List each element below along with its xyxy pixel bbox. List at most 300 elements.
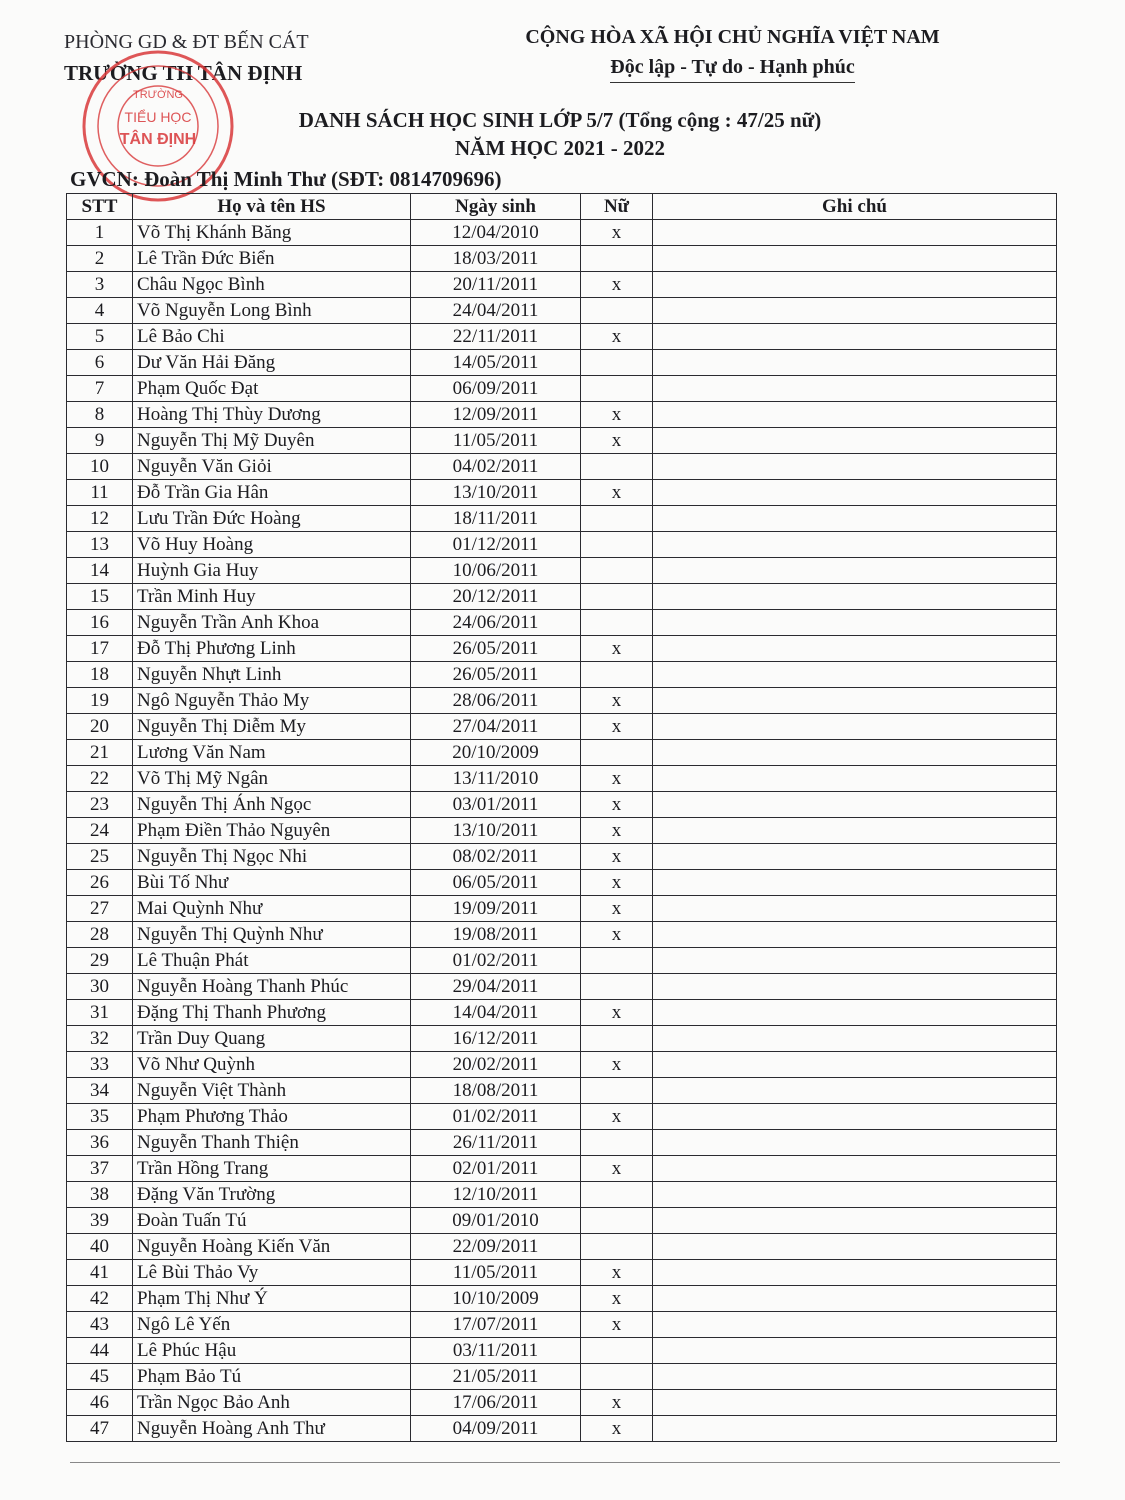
cell-note (653, 584, 1057, 610)
table-row (67, 246, 1057, 272)
cell-note (653, 610, 1057, 636)
cell-dob: 09/01/2010 (411, 1208, 581, 1234)
table-row (67, 1078, 1057, 1104)
cell-female: x (581, 480, 653, 506)
cell-stt: 42 (67, 1286, 133, 1312)
cell-note (653, 1260, 1057, 1286)
cell-note (653, 974, 1057, 1000)
cell-dob: 26/05/2011 (411, 662, 581, 688)
table-row (67, 376, 1057, 402)
cell-dob: 20/10/2009 (411, 740, 581, 766)
cell-stt: 43 (67, 1312, 133, 1338)
cell-stt: 38 (67, 1182, 133, 1208)
cell-stt: 36 (67, 1130, 133, 1156)
cell-note (653, 948, 1057, 974)
cell-stt: 24 (67, 818, 133, 844)
cell-note (653, 740, 1057, 766)
table-row (67, 1156, 1057, 1182)
cell-female: x (581, 1390, 653, 1416)
cell-dob: 17/07/2011 (411, 1312, 581, 1338)
table-row (67, 1104, 1057, 1130)
cell-female (581, 1182, 653, 1208)
cell-stt: 19 (67, 688, 133, 714)
cell-note (653, 1208, 1057, 1234)
table-row (67, 298, 1057, 324)
table-row (67, 714, 1057, 740)
cell-dob: 03/11/2011 (411, 1338, 581, 1364)
cell-female (581, 662, 653, 688)
cell-stt: 3 (67, 272, 133, 298)
cell-dob: 29/04/2011 (411, 974, 581, 1000)
school-year: NĂM HỌC 2021 - 2022 (455, 136, 665, 160)
document-title: DANH SÁCH HỌC SINH LỚP 5/7 (Tổng cộng : 47/25 nữ) (298, 108, 822, 132)
cell-note (653, 1078, 1057, 1104)
document-title-block (230, 106, 890, 162)
cell-name: Võ Thị Khánh Băng (133, 220, 411, 246)
cell-stt: 33 (67, 1052, 133, 1078)
cell-stt: 1 (67, 220, 133, 246)
cell-female: x (581, 1260, 653, 1286)
cell-stt: 17 (67, 636, 133, 662)
cell-name: Nguyễn Thị Ánh Ngọc (133, 792, 411, 818)
table-row (67, 1390, 1057, 1416)
cell-dob: 11/05/2011 (411, 1260, 581, 1286)
student-roster-table (66, 193, 1057, 1442)
page-bottom-rule (70, 1462, 1060, 1463)
cell-female: x (581, 1312, 653, 1338)
cell-name: Nguyễn Thị Ngọc Nhi (133, 844, 411, 870)
cell-dob: 22/11/2011 (411, 324, 581, 350)
table-row (67, 844, 1057, 870)
department-name: PHÒNG GD & ĐT BẾN CÁT (64, 31, 309, 53)
cell-dob: 20/11/2011 (411, 272, 581, 298)
cell-name: Dư Văn Hải Đăng (133, 350, 411, 376)
cell-female (581, 246, 653, 272)
cell-stt: 23 (67, 792, 133, 818)
cell-stt: 16 (67, 610, 133, 636)
cell-dob: 24/06/2011 (411, 610, 581, 636)
cell-female (581, 584, 653, 610)
cell-dob: 28/06/2011 (411, 688, 581, 714)
cell-name: Trần Hồng Trang (133, 1156, 411, 1182)
cell-dob: 06/05/2011 (411, 870, 581, 896)
cell-dob: 13/11/2010 (411, 766, 581, 792)
cell-dob: 12/09/2011 (411, 402, 581, 428)
table-header-row (67, 194, 1057, 220)
cell-stt: 21 (67, 740, 133, 766)
cell-female: x (581, 428, 653, 454)
cell-name: Lê Phúc Hậu (133, 1338, 411, 1364)
cell-name: Nguyễn Văn Giỏi (133, 454, 411, 480)
cell-stt: 39 (67, 1208, 133, 1234)
cell-name: Nguyễn Việt Thành (133, 1078, 411, 1104)
cell-name: Đỗ Thị Phương Linh (133, 636, 411, 662)
cell-female: x (581, 1286, 653, 1312)
cell-stt: 41 (67, 1260, 133, 1286)
cell-dob: 26/11/2011 (411, 1130, 581, 1156)
cell-stt: 28 (67, 922, 133, 948)
cell-dob: 01/12/2011 (411, 532, 581, 558)
cell-female (581, 1364, 653, 1390)
cell-dob: 01/02/2011 (411, 948, 581, 974)
cell-note (653, 220, 1057, 246)
cell-name: Nguyễn Thị Mỹ Duyên (133, 428, 411, 454)
cell-dob: 13/10/2011 (411, 818, 581, 844)
cell-dob: 12/10/2011 (411, 1182, 581, 1208)
cell-note (653, 428, 1057, 454)
cell-note (653, 1156, 1057, 1182)
cell-female (581, 532, 653, 558)
table-row (67, 1000, 1057, 1026)
cell-name: Nguyễn Thanh Thiện (133, 1130, 411, 1156)
cell-note (653, 1338, 1057, 1364)
cell-name: Trần Duy Quang (133, 1026, 411, 1052)
cell-female (581, 1338, 653, 1364)
cell-female: x (581, 922, 653, 948)
table-row (67, 688, 1057, 714)
cell-dob: 12/04/2010 (411, 220, 581, 246)
table-row (67, 1234, 1057, 1260)
cell-note (653, 766, 1057, 792)
table-row (67, 1026, 1057, 1052)
cell-name: Võ Nguyễn Long Bình (133, 298, 411, 324)
cell-note (653, 532, 1057, 558)
cell-female: x (581, 766, 653, 792)
cell-name: Châu Ngọc Bình (133, 272, 411, 298)
cell-name: Nguyễn Nhựt Linh (133, 662, 411, 688)
table-row (67, 922, 1057, 948)
cell-note (653, 1286, 1057, 1312)
cell-dob: 06/09/2011 (411, 376, 581, 402)
cell-female (581, 1130, 653, 1156)
cell-name: Phạm Thị Như Ý (133, 1286, 411, 1312)
cell-female: x (581, 870, 653, 896)
table-row (67, 350, 1057, 376)
table-row (67, 1416, 1057, 1442)
stamp-line-3: TÂN ĐỊNH (119, 131, 197, 148)
cell-dob: 08/02/2011 (411, 844, 581, 870)
cell-note (653, 1416, 1057, 1442)
cell-note (653, 1104, 1057, 1130)
table-row (67, 584, 1057, 610)
cell-dob: 20/02/2011 (411, 1052, 581, 1078)
cell-name: Lê Trần Đức Biển (133, 246, 411, 272)
table-row (67, 740, 1057, 766)
cell-stt: 25 (67, 844, 133, 870)
table-row (67, 1312, 1057, 1338)
cell-name: Nguyễn Hoàng Thanh Phúc (133, 974, 411, 1000)
cell-dob: 01/02/2011 (411, 1104, 581, 1130)
table-row (67, 220, 1057, 246)
table-row (67, 896, 1057, 922)
cell-note (653, 1182, 1057, 1208)
column-header-note: Ghi chú (653, 194, 1057, 220)
cell-female: x (581, 220, 653, 246)
cell-stt: 20 (67, 714, 133, 740)
cell-stt: 32 (67, 1026, 133, 1052)
cell-note (653, 662, 1057, 688)
cell-dob: 11/05/2011 (411, 428, 581, 454)
cell-stt: 47 (67, 1416, 133, 1442)
cell-name: Mai Quỳnh Như (133, 896, 411, 922)
table-row (67, 324, 1057, 350)
cell-female: x (581, 818, 653, 844)
cell-note (653, 506, 1057, 532)
cell-female: x (581, 1156, 653, 1182)
cell-name: Võ Như Quỳnh (133, 1052, 411, 1078)
cell-stt: 26 (67, 870, 133, 896)
cell-female (581, 974, 653, 1000)
cell-dob: 02/01/2011 (411, 1156, 581, 1182)
cell-note (653, 1052, 1057, 1078)
cell-dob: 26/05/2011 (411, 636, 581, 662)
table-row (67, 454, 1057, 480)
table-row (67, 818, 1057, 844)
cell-stt: 46 (67, 1390, 133, 1416)
cell-name: Lương Văn Nam (133, 740, 411, 766)
roster-body (67, 220, 1057, 1442)
cell-note (653, 1026, 1057, 1052)
cell-name: Phạm Phương Thảo (133, 1104, 411, 1130)
cell-stt: 29 (67, 948, 133, 974)
cell-female (581, 1026, 653, 1052)
national-header (505, 24, 960, 83)
table-row (67, 974, 1057, 1000)
table-row (67, 610, 1057, 636)
cell-female: x (581, 1104, 653, 1130)
cell-dob: 10/10/2009 (411, 1286, 581, 1312)
cell-female (581, 740, 653, 766)
cell-note (653, 818, 1057, 844)
table-row (67, 1208, 1057, 1234)
table-row (67, 1364, 1057, 1390)
cell-name: Nguyễn Thị Diễm My (133, 714, 411, 740)
cell-female: x (581, 844, 653, 870)
cell-stt: 5 (67, 324, 133, 350)
cell-note (653, 298, 1057, 324)
cell-dob: 27/04/2011 (411, 714, 581, 740)
cell-name: Phạm Điền Thảo Nguyên (133, 818, 411, 844)
cell-stt: 18 (67, 662, 133, 688)
cell-female: x (581, 1052, 653, 1078)
cell-name: Đỗ Trần Gia Hân (133, 480, 411, 506)
cell-name: Lê Thuận Phát (133, 948, 411, 974)
table-row (67, 636, 1057, 662)
cell-name: Đặng Văn Trường (133, 1182, 411, 1208)
cell-note (653, 246, 1057, 272)
cell-female (581, 558, 653, 584)
cell-stt: 31 (67, 1000, 133, 1026)
cell-stt: 34 (67, 1078, 133, 1104)
cell-female: x (581, 1416, 653, 1442)
cell-female (581, 298, 653, 324)
cell-stt: 30 (67, 974, 133, 1000)
cell-stt: 35 (67, 1104, 133, 1130)
cell-note (653, 792, 1057, 818)
national-motto: Độc lập - Tự do - Hạnh phúc (610, 54, 854, 83)
column-header-name: Họ và tên HS (133, 194, 411, 220)
cell-dob: 18/08/2011 (411, 1078, 581, 1104)
cell-note (653, 714, 1057, 740)
cell-stt: 15 (67, 584, 133, 610)
cell-stt: 22 (67, 766, 133, 792)
cell-note (653, 1234, 1057, 1260)
cell-stt: 44 (67, 1338, 133, 1364)
cell-dob: 14/04/2011 (411, 1000, 581, 1026)
cell-dob: 21/05/2011 (411, 1364, 581, 1390)
cell-dob: 19/08/2011 (411, 922, 581, 948)
table-row (67, 1338, 1057, 1364)
cell-dob: 22/09/2011 (411, 1234, 581, 1260)
cell-note (653, 454, 1057, 480)
cell-name: Võ Thị Mỹ Ngân (133, 766, 411, 792)
table-row (67, 792, 1057, 818)
cell-female (581, 376, 653, 402)
cell-note (653, 1130, 1057, 1156)
cell-name: Bùi Tố Như (133, 870, 411, 896)
cell-dob: 19/09/2011 (411, 896, 581, 922)
cell-dob: 10/06/2011 (411, 558, 581, 584)
stamp-line-1: TRƯỜNG (133, 89, 183, 101)
column-header-stt: STT (67, 194, 133, 220)
cell-female: x (581, 272, 653, 298)
cell-female: x (581, 324, 653, 350)
cell-note (653, 402, 1057, 428)
cell-stt: 40 (67, 1234, 133, 1260)
nation-title: CỘNG HÒA XÃ HỘI CHỦ NGHĨA VIỆT NAM (525, 26, 940, 48)
table-row (67, 532, 1057, 558)
cell-stt: 45 (67, 1364, 133, 1390)
cell-stt: 2 (67, 246, 133, 272)
cell-note (653, 688, 1057, 714)
cell-female (581, 948, 653, 974)
cell-name: Hoàng Thị Thùy Dương (133, 402, 411, 428)
cell-note (653, 896, 1057, 922)
table-row (67, 1286, 1057, 1312)
cell-stt: 14 (67, 558, 133, 584)
cell-dob: 14/05/2011 (411, 350, 581, 376)
table-row (67, 766, 1057, 792)
cell-female: x (581, 714, 653, 740)
cell-name: Nguyễn Trần Anh Khoa (133, 610, 411, 636)
cell-dob: 24/04/2011 (411, 298, 581, 324)
cell-note (653, 870, 1057, 896)
cell-note (653, 558, 1057, 584)
cell-female: x (581, 1000, 653, 1026)
cell-name: Nguyễn Hoàng Kiến Văn (133, 1234, 411, 1260)
table-row (67, 558, 1057, 584)
cell-name: Nguyễn Thị Quỳnh Như (133, 922, 411, 948)
stamp-line-2: TIỂU HỌC (124, 109, 192, 125)
cell-stt: 13 (67, 532, 133, 558)
table-row (67, 272, 1057, 298)
homeroom-teacher: GVCN: Đoàn Thị Minh Thư (SĐT: 0814709696) (70, 167, 502, 191)
column-header-dob: Ngày sinh (411, 194, 581, 220)
cell-dob: 13/10/2011 (411, 480, 581, 506)
cell-name: Trần Minh Huy (133, 584, 411, 610)
cell-name: Võ Huy Hoàng (133, 532, 411, 558)
cell-stt: 27 (67, 896, 133, 922)
cell-name: Phạm Quốc Đạt (133, 376, 411, 402)
cell-name: Trần Ngọc Bảo Anh (133, 1390, 411, 1416)
table-row (67, 1130, 1057, 1156)
cell-name: Lê Bùi Thảo Vy (133, 1260, 411, 1286)
cell-dob: 18/03/2011 (411, 246, 581, 272)
cell-female (581, 454, 653, 480)
cell-dob: 04/09/2011 (411, 1416, 581, 1442)
cell-note (653, 376, 1057, 402)
cell-note (653, 480, 1057, 506)
cell-female: x (581, 636, 653, 662)
table-row (67, 1182, 1057, 1208)
table-row (67, 480, 1057, 506)
cell-stt: 6 (67, 350, 133, 376)
cell-dob: 16/12/2011 (411, 1026, 581, 1052)
table-row (67, 948, 1057, 974)
cell-name: Ngô Nguyễn Thảo My (133, 688, 411, 714)
cell-note (653, 272, 1057, 298)
cell-female (581, 610, 653, 636)
cell-note (653, 1364, 1057, 1390)
cell-female: x (581, 896, 653, 922)
table-row (67, 506, 1057, 532)
cell-female (581, 506, 653, 532)
cell-female (581, 1078, 653, 1104)
cell-female (581, 1208, 653, 1234)
cell-note (653, 1000, 1057, 1026)
cell-stt: 12 (67, 506, 133, 532)
cell-note (653, 1390, 1057, 1416)
cell-note (653, 324, 1057, 350)
cell-dob: 03/01/2011 (411, 792, 581, 818)
table-row (67, 402, 1057, 428)
cell-note (653, 922, 1057, 948)
cell-stt: 7 (67, 376, 133, 402)
cell-female: x (581, 402, 653, 428)
cell-dob: 04/02/2011 (411, 454, 581, 480)
school-name: TRƯỜNG TH TÂN ĐỊNH (64, 61, 303, 85)
cell-female (581, 350, 653, 376)
cell-stt: 8 (67, 402, 133, 428)
cell-name: Phạm Bảo Tú (133, 1364, 411, 1390)
cell-stt: 11 (67, 480, 133, 506)
cell-female (581, 1234, 653, 1260)
table-row (67, 1260, 1057, 1286)
cell-note (653, 844, 1057, 870)
cell-female: x (581, 688, 653, 714)
table-row (67, 870, 1057, 896)
cell-stt: 37 (67, 1156, 133, 1182)
cell-stt: 10 (67, 454, 133, 480)
cell-female: x (581, 792, 653, 818)
cell-stt: 4 (67, 298, 133, 324)
cell-name: Huỳnh Gia Huy (133, 558, 411, 584)
cell-name: Lưu Trần Đức Hoàng (133, 506, 411, 532)
cell-dob: 17/06/2011 (411, 1390, 581, 1416)
cell-note (653, 636, 1057, 662)
table-row (67, 662, 1057, 688)
cell-note (653, 350, 1057, 376)
cell-name: Ngô Lê Yến (133, 1312, 411, 1338)
cell-stt: 9 (67, 428, 133, 454)
cell-name: Đặng Thị Thanh Phương (133, 1000, 411, 1026)
cell-dob: 20/12/2011 (411, 584, 581, 610)
cell-dob: 18/11/2011 (411, 506, 581, 532)
cell-name: Lê Bảo Chi (133, 324, 411, 350)
table-row (67, 1052, 1057, 1078)
cell-name: Đoàn Tuấn Tú (133, 1208, 411, 1234)
column-header-female: Nữ (581, 194, 653, 220)
